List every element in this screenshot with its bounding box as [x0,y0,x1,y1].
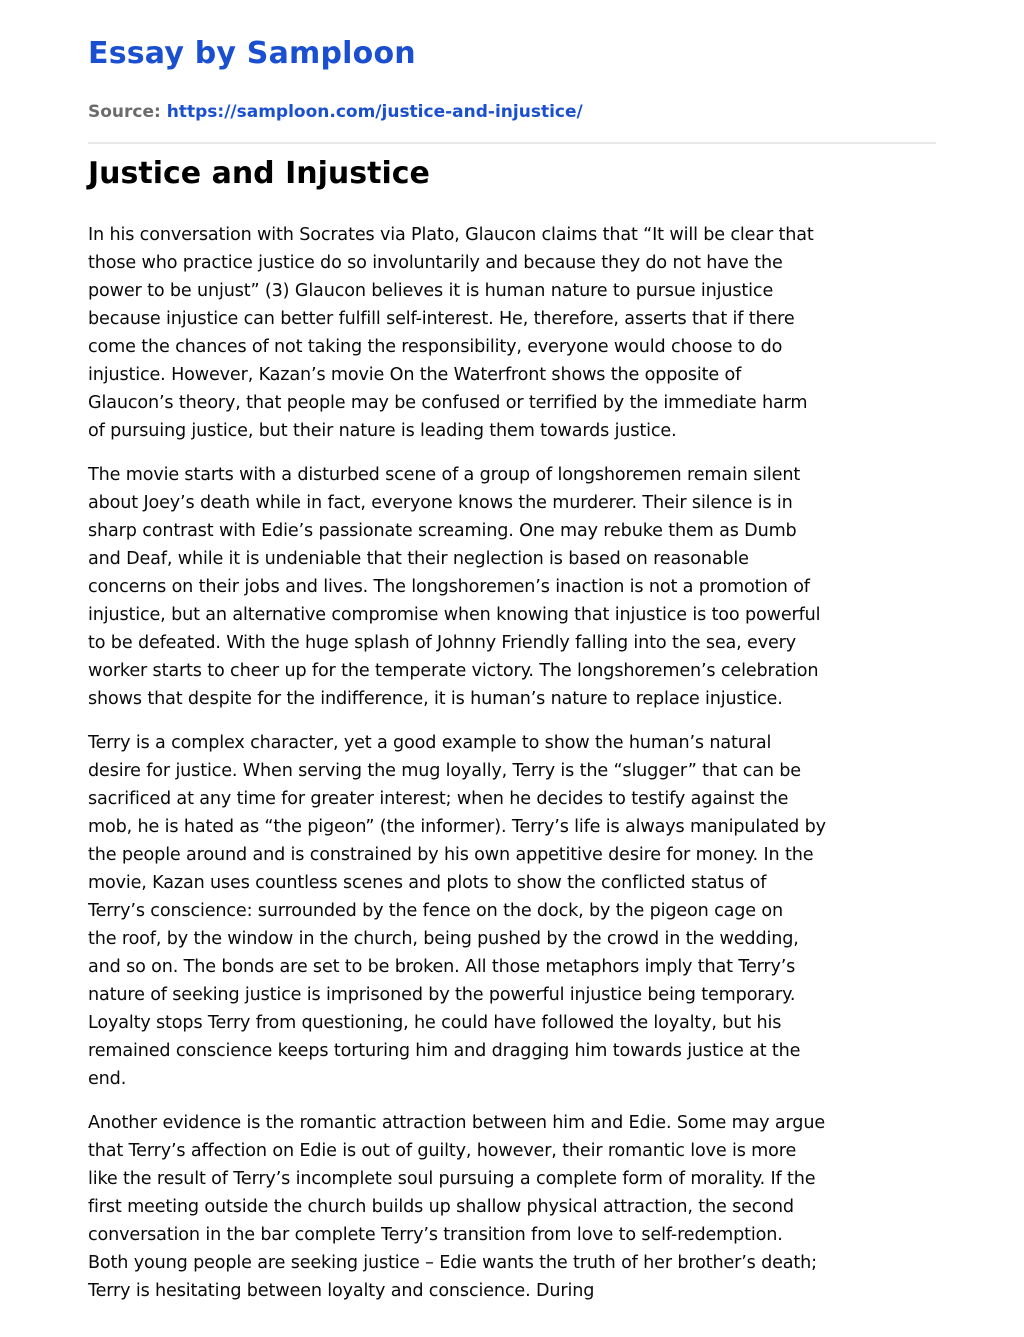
paragraph-1 [88,221,948,445]
text-line: movie, Kazan uses countless scenes and plots to show the conflicted status of [88,873,767,893]
text-line: those who practice justice do so involuntarily and because they do not have the [88,253,783,273]
text-line: the roof, by the window in the church, being pushed by the crowd in the wedding, [88,929,799,949]
text-line: come the chances of not taking the responsibility, everyone would choose to do [88,337,783,357]
paragraph-2 [88,461,948,713]
essay-title: Justice and Injustice [88,156,430,191]
text-line: to be defeated. With the huge splash of Johnny Friendly falling into the sea, every [88,633,796,653]
text-line: Terry’s conscience: surrounded by the fence on the dock, by the pigeon cage on [88,901,784,921]
text-line: sacrificed at any time for greater interest; when he decides to testify against the [88,789,789,809]
paragraph-3 [88,729,948,1093]
text-line: Glaucon’s theory, that people may be confused or terrified by the immediate harm [88,393,808,413]
header-divider [88,142,936,144]
text-line: and Deaf, while it is undeniable that their neglection is based on reasonable [88,549,749,569]
text-line: injustice. However, Kazan’s movie On the Waterfront shows the opposite of [88,365,742,385]
text-line: power to be unjust” (3) Glaucon believes it is human nature to pursue injustice [88,281,774,301]
text-line: of pursuing justice, but their nature is leading them towards justice. [88,421,677,441]
text-line: the people around and is constrained by his own appetitive desire for money. In the [88,845,814,865]
text-line: Terry is a complex character, yet a good example to show the human’s natural [88,733,772,753]
source-link[interactable]: https://samploon.com/justice-and-injustice/ [166,102,583,122]
source-label: Source: [88,102,161,122]
essay-body [88,221,948,1321]
paragraph-4 [88,1109,948,1305]
text-line: injustice, but an alternative compromise when knowing that injustice is too powerful [88,605,821,625]
source-line [88,102,583,122]
text-line: desire for justice. When serving the mug loyally, Terry is the “slugger” that can be [88,761,801,781]
text-line: The movie starts with a disturbed scene of a group of longshoremen remain silent [88,465,801,485]
text-line: Both young people are seeking justice – Edie wants the truth of her brother’s death; [88,1253,817,1273]
text-line: Terry is hesitating between loyalty and conscience. During [88,1281,595,1301]
brand-title: Essay by Samploon [88,36,416,71]
text-line: sharp contrast with Edie’s passionate screaming. One may rebuke them as Dumb [88,521,797,541]
text-line: remained conscience keeps torturing him and dragging him towards justice at the [88,1041,801,1061]
text-line: shows that despite for the indifference, it is human’s nature to replace injustice. [88,689,783,709]
text-line: and so on. The bonds are set to be broken. All those metaphors imply that Terry’s [88,957,796,977]
text-line: like the result of Terry’s incomplete soul pursuing a complete form of morality. If the [88,1169,816,1189]
text-line: Another evidence is the romantic attraction between him and Edie. Some may argue [88,1113,825,1133]
text-line: nature of seeking justice is imprisoned by the powerful injustice being temporary. [88,985,796,1005]
text-line: worker starts to cheer up for the temperate victory. The longshoremen’s celebration [88,661,819,681]
text-line: that Terry’s affection on Edie is out of guilty, however, their romantic love is more [88,1141,797,1161]
text-line: In his conversation with Socrates via Plato, Glaucon claims that “It will be clear that [88,225,814,245]
text-line: end. [88,1069,127,1089]
text-line: Loyalty stops Terry from questioning, he could have followed the loyalty, but his [88,1013,782,1033]
text-line: concerns on their jobs and lives. The longshoremen’s inaction is not a promotion of [88,577,810,597]
text-line: first meeting outside the church builds up shallow physical attraction, the second [88,1197,794,1217]
text-line: mob, he is hated as “the pigeon” (the informer). Terry’s life is always manipulated by [88,817,826,837]
text-line: because injustice can better fulfill self-interest. He, therefore, asserts that if there [88,309,795,329]
text-line: conversation in the bar complete Terry’s transition from love to self-redemption. [88,1225,783,1245]
text-line: about Joey’s death while in fact, everyone knows the murderer. Their silence is in [88,493,793,513]
